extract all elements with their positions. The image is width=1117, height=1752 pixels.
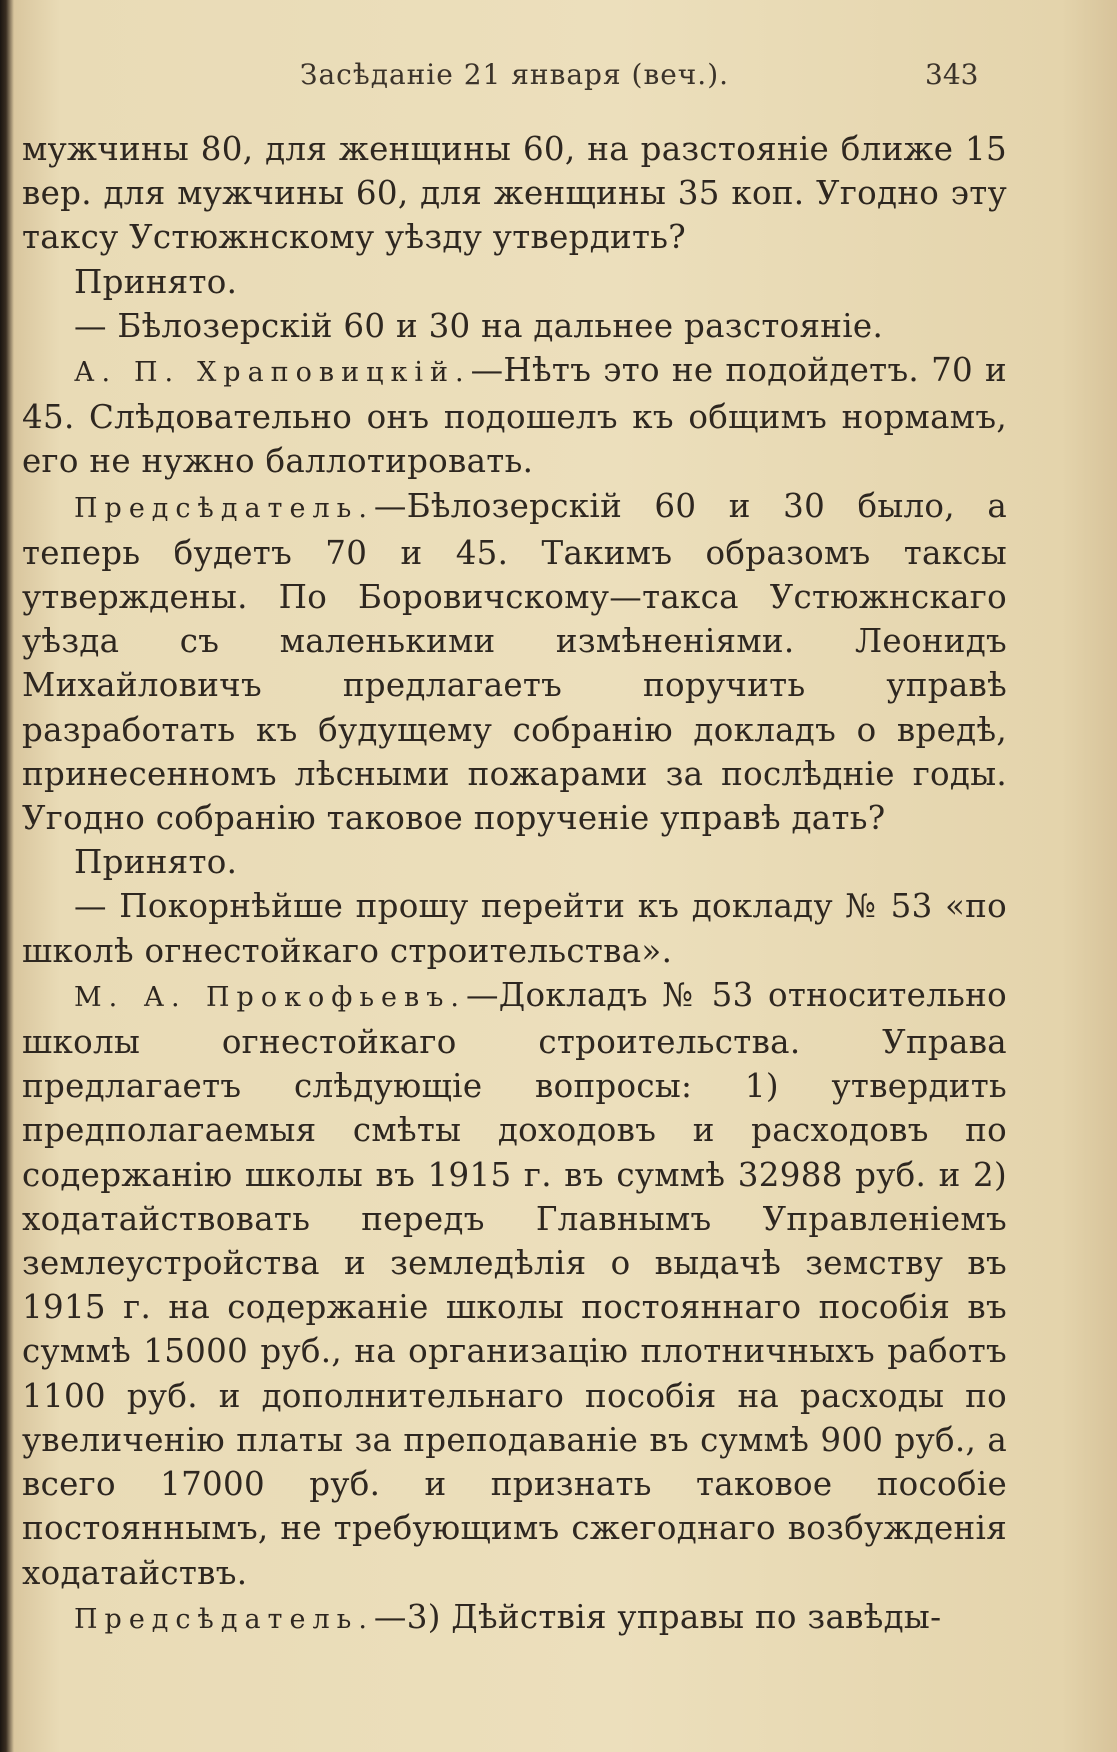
page-number: 343 <box>925 58 979 91</box>
paragraph <box>22 484 1007 841</box>
paragraph <box>22 1595 1007 1642</box>
paragraph <box>22 304 1007 348</box>
body-text <box>22 127 1007 1642</box>
paragraph-text: —Нѣтъ это не подойдетъ. 70 и 45. Слѣдовательно онъ подошелъ къ общимъ нормамъ, его не нужно баллотировать. <box>22 351 1008 481</box>
paragraph-text: —3) Дѣйствія управы по завѣды- <box>373 1597 942 1636</box>
paragraph <box>22 840 1007 884</box>
running-title: Засѣданіе 21 января (веч.). <box>300 58 730 91</box>
running-head <box>0 58 1117 98</box>
paragraph <box>22 973 1007 1595</box>
paragraph-text: мужчины 80, для женщины 60, на разстояніе ближе 15 вер. для мужчины 60, для женщины 35 коп. Угодно эту таксу Устюжнскому уѣзду утвердить? <box>22 130 1007 257</box>
paragraph-text: —Бѣлозерскій 60 и 30 было, а теперь будетъ 70 и 45. Такимъ образомъ таксы утверждены. По Боровичскому—такса Устюжнскаго уѣзда съ маленькими измѣненіями. Леонидъ Михайловичъ предлагаетъ поручить управѣ разработать къ будущему собранію докладъ о вредѣ, принесенномъ лѣсными пожарами за послѣдніе годы. Угодно собранію таковое порученіе управѣ дать? <box>22 486 1007 838</box>
speaker-name: М. А. Прокофьевъ. <box>74 981 466 1013</box>
paragraph-text: Принято. <box>74 262 238 301</box>
paragraph <box>22 348 1007 484</box>
paragraph <box>22 884 1007 972</box>
paragraph <box>22 127 1007 260</box>
speaker-name: А. П. Храповицкій. <box>74 357 471 389</box>
speaker-name: Предсѣдатель. <box>74 492 374 524</box>
speaker-name: Предсѣдатель. <box>74 1603 374 1635</box>
paragraph-text: — Покорнѣйше прошу перейти къ докладу № 53 «по школѣ огнестойкаго строительства». <box>22 887 1007 970</box>
paragraph <box>22 260 1007 304</box>
paragraph-text: Принято. <box>74 843 238 882</box>
paragraph-text: — Бѣлозерскій 60 и 30 на дальнее разстояніе. <box>74 306 884 345</box>
paragraph-text: —Докладъ № 53 относительно школы огнестойкаго строительства. Управа предлагаетъ слѣдующіе вопросы: 1) утвердить предполагаемыя смѣты доходовъ и расходовъ по содержанію школы въ 1915 г. въ суммѣ 32988 руб. и 2) ходатайствовать передъ Главнымъ Управленіемъ землеустройства и земледѣлія о выдачѣ земству въ 1915 г. на содержаніе школы постояннаго пособія въ суммѣ 15000 руб., на организацію плотничныхъ работъ 1100 руб. и дополнительнаго пособія на расходы по увеличенію платы за преподаваніе въ суммѣ 900 руб., а всего 17000 руб. и признать таковое пособіе постояннымъ, не требующимъ сжегоднаго возбужденія ходатайствъ. <box>22 975 1007 1592</box>
